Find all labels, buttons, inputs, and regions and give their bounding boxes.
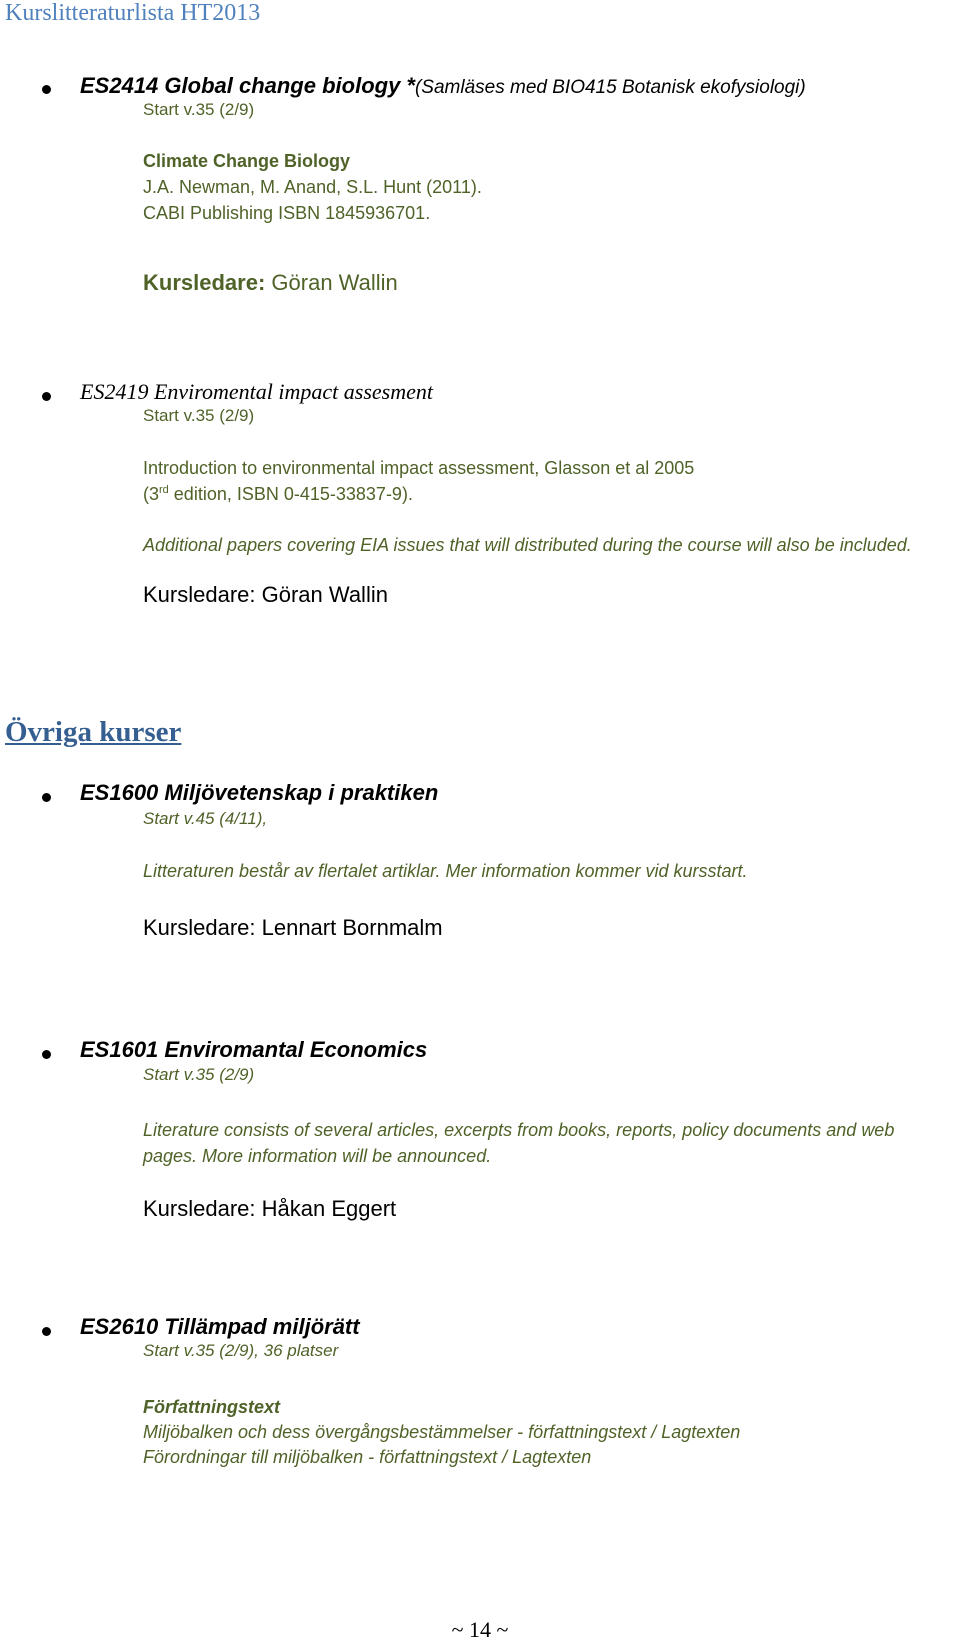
bullet-icon	[42, 793, 51, 802]
book-line-2	[143, 484, 413, 505]
additional-papers: Additional papers covering EIA issues that will distributed during the course will also be included.	[143, 535, 912, 555]
literature-line: Förordningar till miljöbalken - författningstext / Lagtexten	[143, 1447, 592, 1467]
bullet-icon	[42, 1327, 51, 1336]
book-info	[143, 148, 482, 226]
book-line: Introduction to environmental impact assessment, Glasson et al 2005	[143, 458, 695, 478]
bullet-icon	[42, 85, 51, 94]
course-note: (Samläses med BIO415 Botanisk ekofysiologi)	[414, 77, 806, 98]
literature-info: Litteraturen består av flertalet artiklar. Mer information kommer vid kursstart.	[143, 861, 748, 881]
book-publisher: CABI Publishing ISBN 1845936701.	[143, 203, 431, 223]
literature-line: Miljöbalken och dess övergångsbestämmelser - författningstext / Lagtexten	[143, 1422, 741, 1442]
course-start: Start v.45 (4/11),	[143, 809, 268, 828]
course-leader: Kursledare: Håkan Eggert	[143, 1196, 397, 1221]
course-start: Start v.35 (2/9), 36 platser	[143, 1341, 339, 1360]
leader-name: Göran Wallin	[271, 270, 398, 295]
bullet-icon	[42, 392, 51, 401]
course-title: ES2610 Tillämpad miljörätt	[80, 1314, 360, 1339]
course-title: ES2419 Enviromental impact assesment	[80, 379, 433, 404]
book-authors: J.A. Newman, M. Anand, S.L. Hunt (2011).	[143, 177, 482, 197]
book-line-2-post: edition, ISBN 0-415-33837-9).	[168, 484, 413, 504]
section-heading: Övriga kurser	[5, 716, 182, 748]
course-start: Start v.35 (2/9)	[143, 1065, 255, 1084]
literature-info: Literature consists of several articles, excerpts from books, reports, policy documents and web pages. More information will be announced.	[143, 1120, 895, 1166]
course-leader: Kursledare: Göran Wallin	[143, 582, 388, 607]
document-header: Kurslitteraturlista HT2013	[5, 0, 261, 26]
book-line-2-sup: rd	[159, 484, 169, 496]
course-title	[80, 73, 806, 99]
course-leader: Kursledare: Lennart Bornmalm	[143, 915, 443, 940]
course-code-title: ES2414 Global change biology *	[80, 73, 415, 98]
course-leader	[143, 270, 398, 296]
literature-heading: Författningstext	[143, 1397, 280, 1417]
book-line-2-pre: (3	[143, 484, 160, 504]
course-title: ES1600 Miljövetenskap i praktiken	[80, 780, 439, 805]
book-title: Climate Change Biology	[143, 151, 351, 171]
course-start: Start v.35 (2/9)	[143, 406, 255, 425]
course-title: ES1601 Enviromantal Economics	[80, 1037, 428, 1062]
course-start: Start v.35 (2/9)	[143, 100, 255, 119]
leader-label: Kursledare:	[143, 270, 266, 295]
bullet-icon	[42, 1050, 51, 1059]
page-number: ~ 14 ~	[451, 1617, 509, 1642]
